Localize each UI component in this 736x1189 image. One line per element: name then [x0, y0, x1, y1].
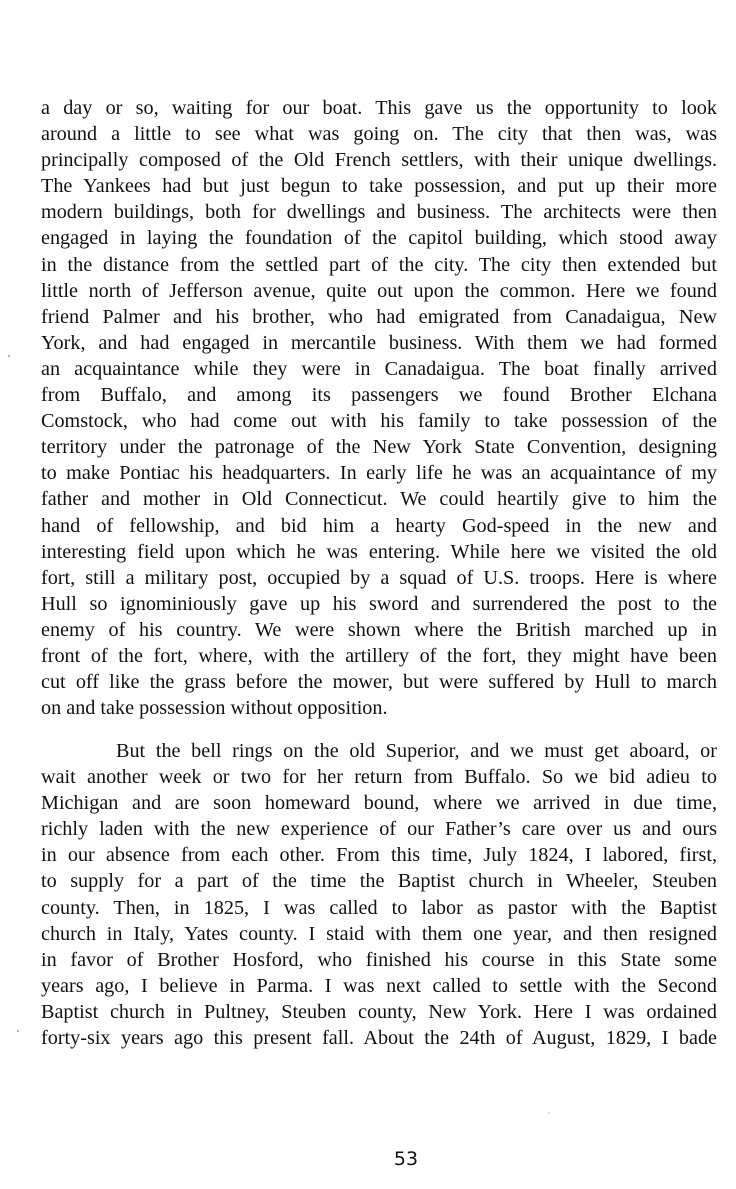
text-line: years ago, I believe in Parma. I was next called to settle with the Second: [41, 974, 717, 997]
scan-speck: [548, 1112, 550, 1114]
text-line: Hull so ignominiously gave up his sword and surrendered the post to the: [41, 592, 717, 615]
text-line: on and take possession without opposition.: [41, 697, 388, 720]
text-line: wait another week or two for her return from Buffalo. So we bid adieu to: [41, 766, 717, 789]
page-number: 53: [393, 1148, 419, 1170]
text-line: in the distance from the settled part of the city. The city then extended but: [41, 253, 717, 276]
scan-speck: [17, 1030, 19, 1032]
text-line: a day or so, waiting for our boat. This gave us the opportunity to look: [41, 97, 717, 119]
text-line: front of the fort, where, with the artillery of the fort, they might have been: [41, 644, 717, 667]
text-line: in our absence from each other. From this time, July 1824, I labored, first,: [41, 844, 717, 867]
text-line: church in Italy, Yates county. I staid with them one year, and then resigned: [41, 922, 717, 945]
text-line: Comstock, who had come out with his family to take possession of the: [41, 410, 717, 433]
text-line: cut off like the grass before the mower, but were suffered by Hull to march: [41, 671, 717, 694]
paragraph-2: [41, 738, 717, 1051]
scan-speck: [8, 355, 10, 357]
text-line: modern buildings, both for dwellings and business. The architects were then: [41, 201, 717, 224]
text-line: from Buffalo, and among its passengers we found Brother Elchana: [41, 384, 717, 407]
text-line: The Yankees had but just begun to take possession, and put up their more: [41, 175, 717, 198]
text-line: Baptist church in Pultney, Steuben county, New York. Here I was ordained: [41, 1000, 717, 1023]
text-line: hand of fellowship, and bid him a hearty God-speed in the new and: [41, 514, 717, 537]
text-line: Michigan and are soon homeward bound, where we arrived in due time,: [41, 792, 717, 815]
text-line: richly laden with the new experience of our Father’s care over us and ours: [41, 818, 717, 841]
text-line: friend Palmer and his brother, who had emigrated from Canadaigua, New: [41, 305, 717, 328]
text-line: county. Then, in 1825, I was called to labor as pastor with the Baptist: [41, 896, 717, 919]
text-line: fort, still a military post, occupied by a squad of U.S. troops. Here is where: [41, 566, 717, 589]
text-line: principally composed of the Old French settlers, with their unique dwellings.: [41, 149, 717, 172]
text-line: father and mother in Old Connecticut. We could heartily give to him the: [41, 488, 717, 511]
text-line: in favor of Brother Hosford, who finished his course in this State some: [41, 948, 717, 971]
text-line: engaged in laying the foundation of the capitol building, which stood away: [41, 227, 717, 250]
text-line: around a little to see what was going on. The city that then was, was: [41, 123, 717, 146]
text-line: little north of Jefferson avenue, quite out upon the common. Here we found: [41, 279, 717, 302]
text-line: York, and had engaged in mercantile business. With them we had formed: [41, 331, 717, 354]
text-line: territory under the patronage of the New York State Convention, designing: [41, 436, 717, 459]
text-line: to supply for a part of the time the Baptist church in Wheeler, Steuben: [41, 870, 717, 893]
text-line: But the bell rings on the old Superior, and we must get aboard, or: [116, 740, 717, 762]
text-line: forty-six years ago this present fall. About the 24th of August, 1829, I bade: [41, 1027, 717, 1050]
text-line: to make Pontiac his headquarters. In early life he was an acquaintance of my: [41, 462, 717, 485]
paragraph-1: [41, 95, 717, 721]
text-line: an acquaintance while they were in Canadaigua. The boat finally arrived: [41, 357, 717, 380]
text-line: interesting field upon which he was entering. While here we visited the old: [41, 540, 717, 563]
text-line: enemy of his country. We were shown where the British marched up in: [41, 618, 717, 641]
